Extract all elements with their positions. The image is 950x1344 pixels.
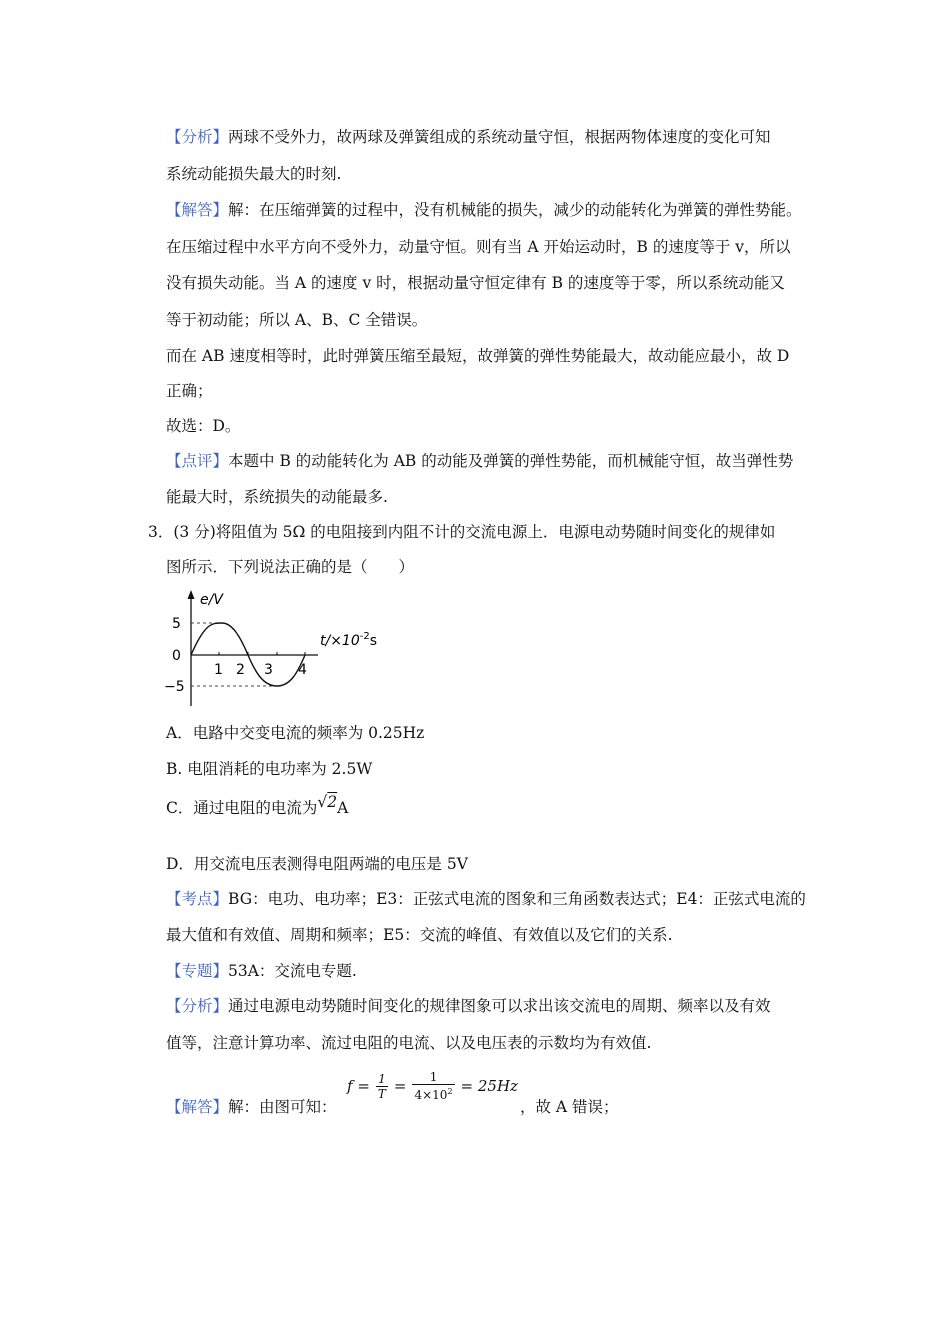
analysis-line-2: 系统动能损失最大的时刻. — [166, 165, 342, 183]
option-c — [166, 793, 349, 819]
solution3-prefix: 解：由图可知： — [228, 1098, 337, 1116]
solution-line-6: 正确； — [166, 382, 213, 400]
y-axis-label: e/V — [200, 592, 223, 608]
option-d: D．用交流电压表测得电阻两端的电压是 5V — [166, 855, 468, 873]
solution3-tag: 【解答】 — [166, 1098, 229, 1116]
kaodian-text-1: BG：电功、电功率；E3：正弦式电流的图象和三角函数表达式；E4：正弦式电流的 — [228, 890, 806, 908]
solution3-suffix: ，故 A 错误； — [520, 1098, 619, 1116]
solution-line-7: 故选：D。 — [166, 417, 241, 435]
option-c-suffix: A — [337, 799, 349, 817]
formula-f: f = — [347, 1077, 370, 1095]
question-3-line-1: 3．(3 分)将阻值为 5Ω 的电阻接到内阻不计的交流电源上．电源电动势随时间变化的规律如 — [148, 523, 776, 541]
fraction-1-over-4e2 — [412, 1070, 454, 1102]
y-tick-label-5: 5 — [172, 616, 181, 632]
solution-line-2: 在压缩过程中水平方向不受外力，动量守恒。则有当 A 开始运动时，B 的速度等于 v，所以 — [166, 238, 791, 256]
analysis3-tag: 【分析】 — [166, 997, 229, 1015]
analysis-line-1 — [166, 126, 771, 148]
frac2-den-base: 4×10 — [414, 1088, 448, 1102]
y-tick-label-0: 0 — [172, 648, 181, 664]
option-c-prefix: C．通过电阻的电流为 — [166, 799, 318, 817]
solution-line-4: 等于初动能；所以 A、B、C 全错误。 — [166, 311, 428, 329]
x-axis-label-exp: -2 — [359, 631, 370, 642]
sqrt-expression: √2 — [317, 793, 338, 811]
review-line-1 — [166, 450, 793, 472]
formula-eq: = — [393, 1077, 407, 1095]
fraction-1-over-T — [376, 1072, 388, 1101]
analysis3-line-1 — [166, 995, 771, 1017]
kaodian-tag: 【考点】 — [166, 890, 229, 908]
review-line-2: 能最大时，系统损失的动能最多. — [166, 488, 388, 506]
review-text-1: 本题中 B 的动能转化为 AB 的动能及弹簧的弹性势能，而机械能守恒，故当弹性势 — [228, 452, 794, 470]
formula-result: = 25Hz — [460, 1077, 518, 1095]
solution3-line — [166, 1096, 337, 1118]
solution-line-1 — [166, 199, 802, 221]
frac2-num: 1 — [429, 1070, 438, 1084]
solution-line-5: 而在 AB 速度相等时，此时弹簧压缩至最短，故弹簧的弹性势能最大，故动能应最小，故 D — [166, 347, 790, 365]
frac2-den-exp: 2 — [447, 1087, 453, 1096]
analysis3-text-1: 通过电源电动势随时间变化的规律图象可以求出该交流电的周期、频率以及有效 — [228, 997, 771, 1015]
zhuanti-text: 53A：交流电专题. — [228, 962, 357, 980]
solution-line-3: 没有损失动能。当 A 的速度 v 时，根据动量守恒定律有 B 的速度等于零，所以系统动能又 — [166, 274, 785, 292]
zhuanti-tag: 【专题】 — [166, 962, 229, 980]
frac1-den: T — [377, 1086, 386, 1101]
solution-text-1: 解：在压缩弹簧的过程中，没有机械能的损失，减少的动能转化为弹簧的弹性势能。 — [228, 201, 802, 219]
option-b: B. 电阻消耗的电功率为 2.5W — [166, 760, 373, 778]
y-tick-label-neg5: −5 — [164, 679, 185, 695]
y-axis-arrow — [188, 590, 195, 599]
sqrt-radicand: 2 — [327, 793, 338, 811]
x-axis-label — [320, 631, 377, 649]
x-axis-label-unit: s — [369, 633, 378, 649]
frac2-den — [412, 1084, 454, 1102]
review-tag: 【点评】 — [166, 452, 229, 470]
analysis-tag: 【分析】 — [166, 128, 229, 146]
x-tick-label-4: 4 — [298, 662, 307, 678]
emf-time-graph — [160, 586, 400, 710]
x-tick-label-3: 3 — [264, 662, 273, 678]
option-a: A．电路中交变电流的频率为 0.25Hz — [166, 724, 425, 742]
question-3-line-2: 图所示．下列说法正确的是（ ） — [166, 558, 415, 576]
kaodian-line-2: 最大值和有效值、周期和频率；E5：交流的峰值、有效值以及它们的关系. — [166, 926, 673, 944]
analysis3-line-2: 值等，注意计算功率、流过电阻的电流、以及电压表的示数均为有效值. — [166, 1034, 652, 1052]
frequency-formula — [347, 1070, 518, 1102]
kaodian-line-1 — [166, 888, 806, 910]
x-tick-label-2: 2 — [236, 662, 245, 678]
x-tick-label-1: 1 — [214, 662, 223, 678]
zhuanti-line — [166, 960, 357, 982]
x-axis-label-base: t/×10 — [320, 633, 360, 649]
analysis-text-1: 两球不受外力，故两球及弹簧组成的系统动量守恒，根据两物体速度的变化可知 — [228, 128, 771, 146]
solution-tag: 【解答】 — [166, 201, 229, 219]
frac1-num: 1 — [378, 1071, 386, 1086]
